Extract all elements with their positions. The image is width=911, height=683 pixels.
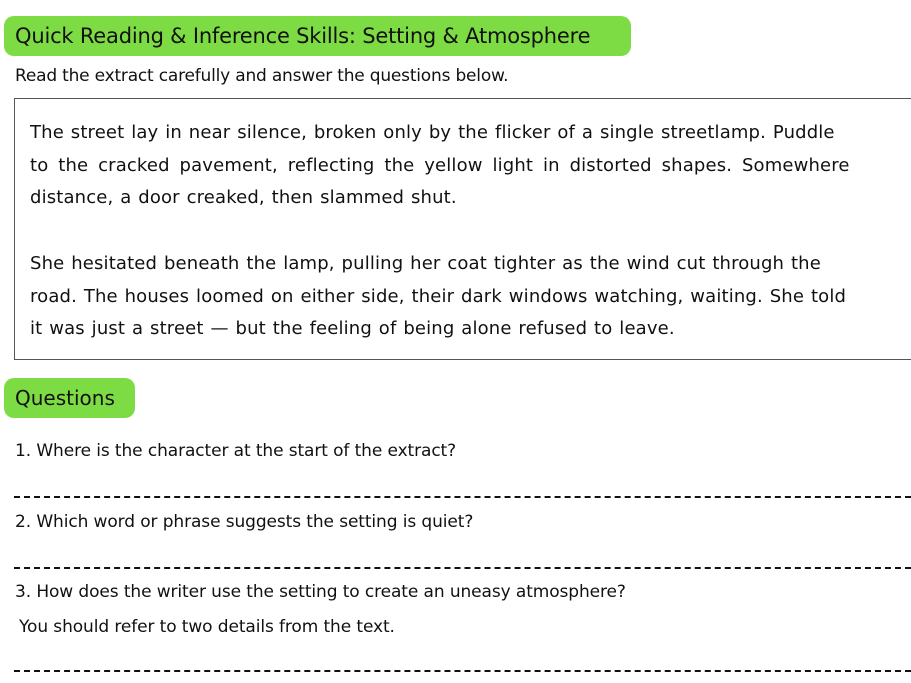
extract-line: She hesitated beneath the lamp, pulling her coat tighter as the wind cut through the [30, 253, 821, 274]
question-3: 3. How does the writer use the setting to create an uneasy atmosphere? [15, 582, 626, 602]
extract-line: road. The houses loomed on either side, their dark windows watching, waiting. She told [30, 285, 847, 307]
extract-line: distance, a door creaked, then slammed shut. [30, 187, 457, 208]
answer-line-1[interactable] [14, 496, 911, 498]
worksheet-title-text: Quick Reading & Inference Skills: Setting & Atmosphere [15, 24, 591, 48]
answer-line-2[interactable] [14, 567, 911, 569]
questions-heading-text: Questions [15, 386, 115, 410]
extract-box [14, 98, 911, 360]
question-1: 1. Where is the character at the start of the extract? [15, 441, 457, 461]
question-2: 2. Which word or phrase suggests the setting is quiet? [15, 512, 474, 532]
extract-paragraph-2 [30, 248, 911, 346]
worksheet-title [4, 16, 631, 56]
extract-line: The street lay in near silence, broken only by the flicker of a single streetlamp. Puddle [30, 122, 835, 143]
answer-line-3[interactable] [14, 670, 911, 672]
instructions-text: Read the extract carefully and answer the questions below. [15, 66, 509, 86]
questions-heading [4, 378, 135, 418]
extract-line: it was just a street — but the feeling of being alone refused to leave. [30, 318, 675, 339]
question-3-subtext: You should refer to two details from the text. [19, 617, 395, 637]
extract-paragraph-1 [30, 117, 911, 215]
extract-line: to the cracked pavement, reflecting the yellow light in distorted shapes. Somewhere [30, 154, 850, 176]
